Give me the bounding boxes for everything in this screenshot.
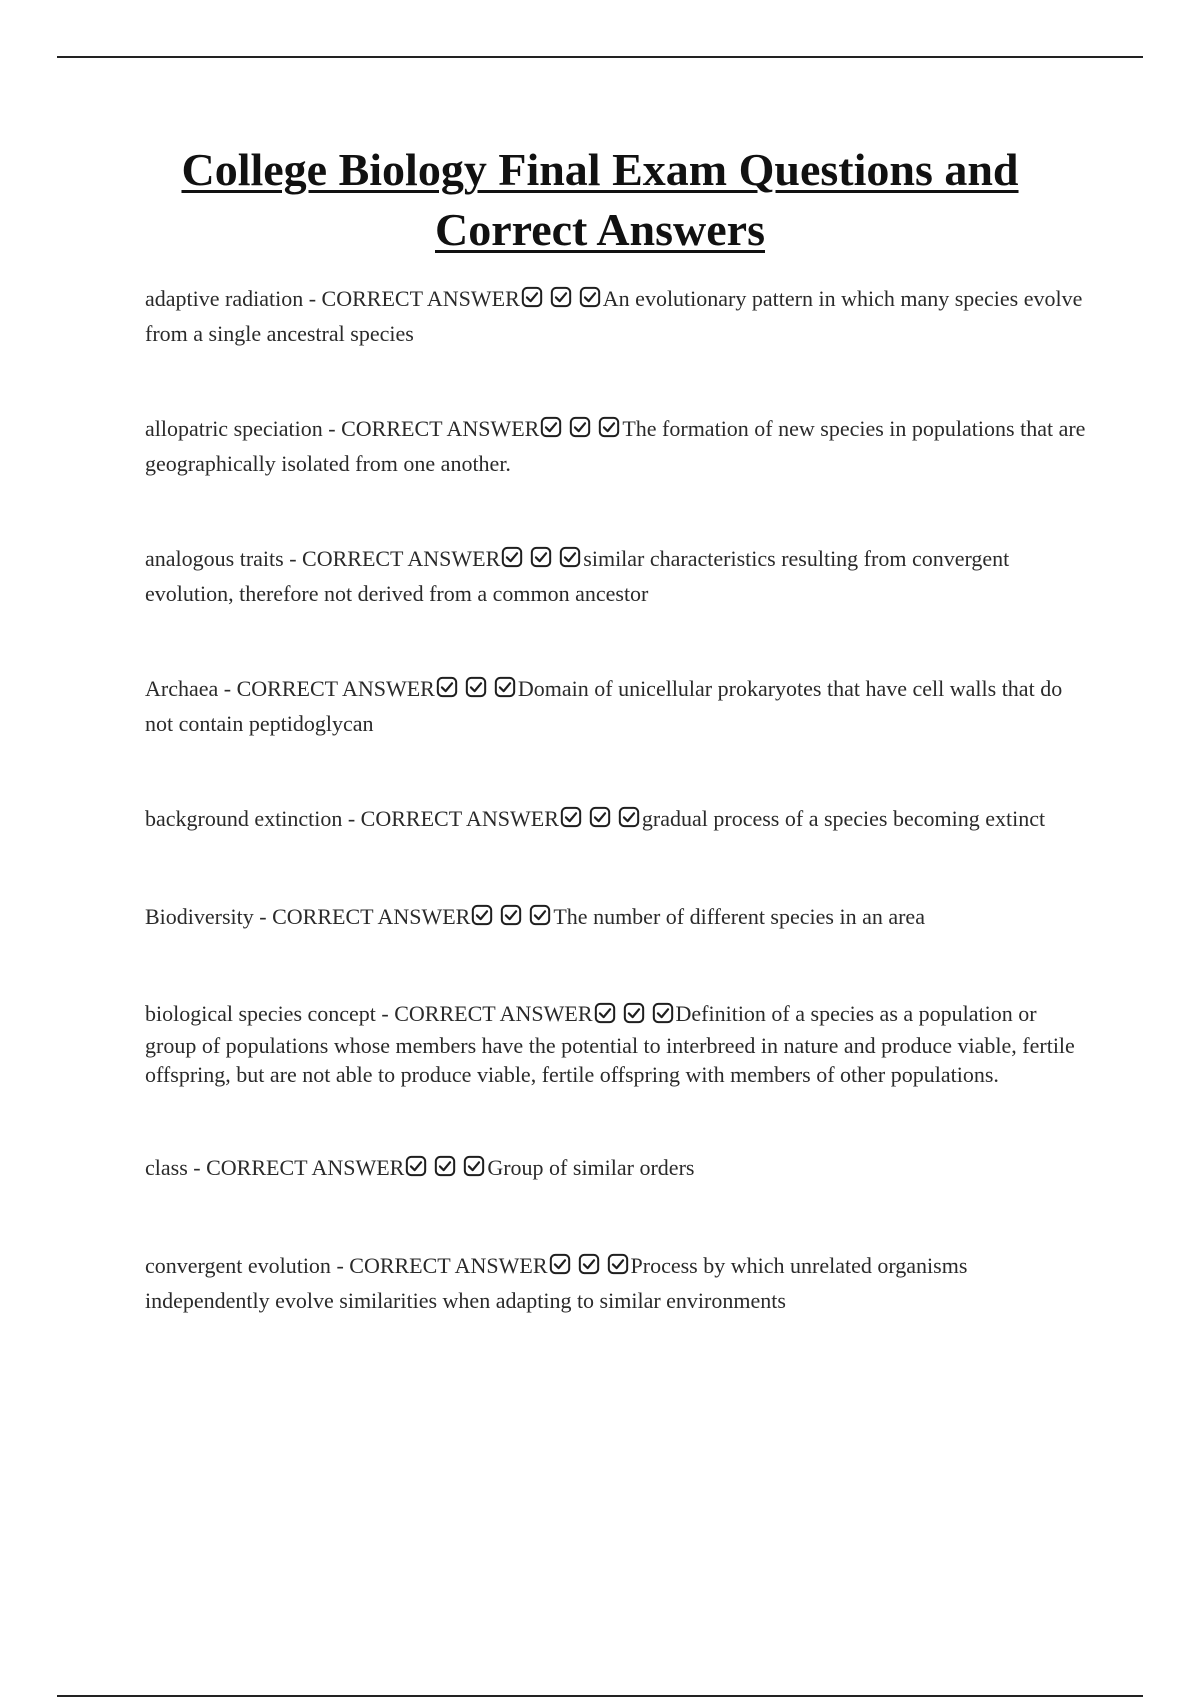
answer-marker: CORRECT ANSWER [360, 806, 559, 831]
entry-term: biological species concept [145, 1001, 376, 1026]
list-item: analogous traits - CORRECT ANSWER similar characteristics resulting from convergent evolution, therefore not derived from a common ancestor [145, 546, 1010, 606]
checkbox-checked-icon [405, 1155, 427, 1177]
checkbox-checked-icon [550, 286, 572, 308]
checkbox-checked-icon [623, 1002, 645, 1024]
checkbox-checked-icon [500, 904, 522, 926]
page-title [100, 140, 1100, 260]
entry-definition: An evolutionary pattern in which many species evolve from a single ancestral species [145, 286, 1083, 346]
checkbox-checked-icon [607, 1253, 629, 1275]
checkbox-checked-icon [549, 1253, 571, 1275]
answer-checkmarks [405, 1155, 486, 1187]
checkbox-checked-icon [521, 286, 543, 308]
entry-definition: The formation of new species in populations that are geographically isolated from one another. [145, 416, 1086, 476]
entry-list [145, 283, 1090, 1317]
answer-marker: CORRECT ANSWER [341, 416, 540, 441]
checkbox-checked-icon [530, 546, 552, 568]
entry-term: analogous traits [145, 546, 284, 571]
entry-term: class [145, 1155, 188, 1180]
checkbox-checked-icon [569, 416, 591, 438]
answer-marker: CORRECT ANSWER [236, 676, 435, 701]
answer-checkmarks [471, 904, 552, 936]
checkbox-checked-icon [652, 1002, 674, 1024]
checkbox-checked-icon [436, 676, 458, 698]
answer-marker: CORRECT ANSWER [321, 286, 520, 311]
answer-checkmarks [560, 806, 641, 838]
checkbox-checked-icon [463, 1155, 485, 1177]
answer-checkmarks [549, 1253, 630, 1285]
bottom-rule [57, 1695, 1143, 1697]
list-item: allopatric speciation - CORRECT ANSWER The formation of new species in populations that are geographically isolated from one another. [145, 416, 1086, 476]
checkbox-checked-icon [540, 416, 562, 438]
entry-term: convergent evolution [145, 1253, 331, 1278]
entry-definition: Process by which unrelated organisms independently evolve similarities when adapting to similar environments [145, 1253, 968, 1313]
list-item: Biodiversity - CORRECT ANSWER The number of different species in an area [145, 901, 1090, 936]
answer-checkmarks [436, 676, 517, 708]
checkbox-checked-icon [501, 546, 523, 568]
list-item: class - CORRECT ANSWER Group of similar orders [145, 1152, 1090, 1187]
checkbox-checked-icon [598, 416, 620, 438]
checkbox-checked-icon [465, 676, 487, 698]
list-item: background extinction - CORRECT ANSWER gradual process of a species becoming extinct [145, 803, 1090, 838]
answer-checkmarks [501, 546, 582, 578]
checkbox-checked-icon [594, 1002, 616, 1024]
checkbox-checked-icon [471, 904, 493, 926]
list-item: adaptive radiation - CORRECT ANSWER An evolutionary pattern in which many species evolve from a single ancestral species [145, 286, 1083, 346]
entry-term: allopatric speciation [145, 416, 323, 441]
answer-checkmarks [540, 416, 621, 448]
checkbox-checked-icon [618, 806, 640, 828]
entry-term: adaptive radiation [145, 286, 304, 311]
checkbox-checked-icon [434, 1155, 456, 1177]
entry-definition: The number of different species in an area [553, 904, 925, 929]
checkbox-checked-icon [589, 806, 611, 828]
checkbox-checked-icon [494, 676, 516, 698]
title-line-1: College Biology Final Exam Questions and [181, 144, 1019, 195]
checkbox-checked-icon [529, 904, 551, 926]
list-item: convergent evolution - CORRECT ANSWER Process by which unrelated organisms independently evolve similarities when adapting to similar environments [145, 1253, 968, 1313]
entry-term: Archaea [145, 676, 219, 701]
checkbox-checked-icon [559, 546, 581, 568]
list-item: Archaea - CORRECT ANSWER Domain of unicellular prokaryotes that have cell walls that do not contain peptidoglycan [145, 676, 1063, 736]
answer-marker: CORRECT ANSWER [349, 1253, 548, 1278]
answer-marker: CORRECT ANSWER [302, 546, 501, 571]
checkbox-checked-icon [560, 806, 582, 828]
checkbox-checked-icon [578, 1253, 600, 1275]
answer-marker: CORRECT ANSWER [206, 1155, 405, 1180]
answer-marker: CORRECT ANSWER [394, 1001, 593, 1026]
entry-definition: Group of similar orders [487, 1155, 695, 1180]
entry-definition: Definition of a species as a population or group of populations whose members have the potential to interbreed in nature and produce viable, fertile offspring, but are not able to produce viable, fertile offspring with members of other populations. [145, 1001, 1075, 1087]
entry-definition: Domain of unicellular prokaryotes that have cell walls that do not contain peptidoglycan [145, 676, 1063, 736]
title-line-2: Correct Answers [435, 204, 765, 255]
entry-term: Biodiversity [145, 904, 254, 929]
answer-checkmarks [594, 1002, 675, 1031]
entry-term: background extinction [145, 806, 343, 831]
answer-checkmarks [521, 286, 602, 318]
checkbox-checked-icon [579, 286, 601, 308]
list-item: biological species concept - CORRECT ANSWER Definition of a species as a population or group of populations whose members have the potential to interbreed in nature and produce viable, fertile offspring, but are not able to produce viable, fertile offspring with members of other populations. [145, 1001, 1075, 1087]
top-rule [57, 56, 1143, 58]
answer-marker: CORRECT ANSWER [272, 904, 471, 929]
entry-definition: similar characteristics resulting from convergent evolution, therefore not derived from a common ancestor [145, 546, 1010, 606]
entry-definition: gradual process of a species becoming extinct [641, 806, 1046, 831]
